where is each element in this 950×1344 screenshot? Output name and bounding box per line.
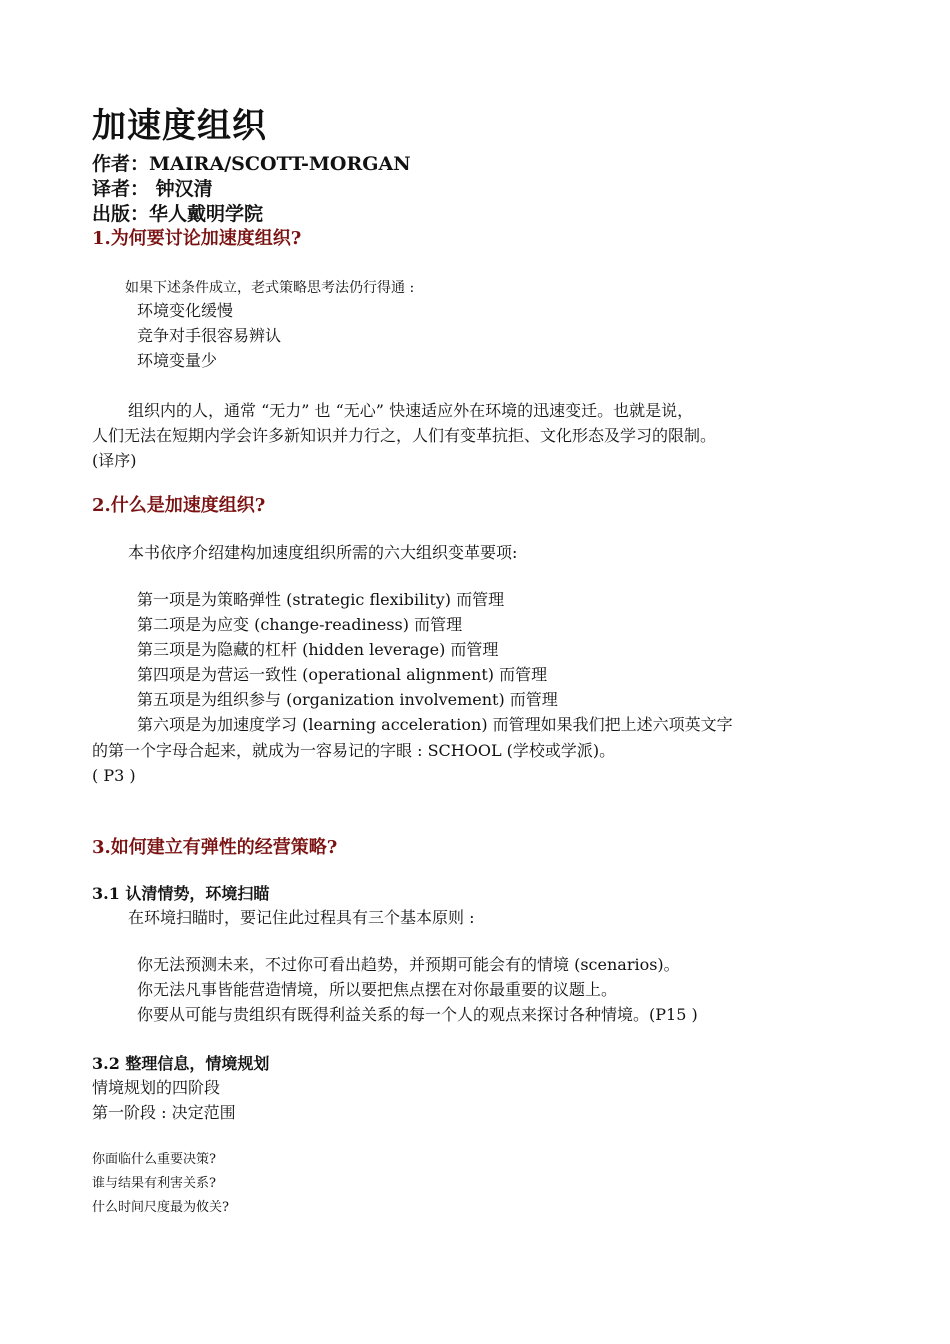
condition-item: 环境变化缓慢 — [137, 301, 234, 320]
condition-item: 竞争对手很容易辨认 — [137, 326, 282, 345]
section-2-heading: 2.什么是加速度组织? — [92, 495, 266, 516]
section-1-paragraph-line: 组织内的人，通常 “无力” 也 “无心” 快速适应外在环境的迅速变迁。也就是说， — [128, 401, 694, 420]
subsection-3-2-line: 情境规划的四阶段 — [92, 1078, 221, 1097]
section-1-paragraph-line: 人们无法在短期内学会许多新知识并力行之，人们有变革抗拒、文化形态及学习的限制。 — [92, 426, 717, 445]
question-item: 谁与结果有利害关系? — [92, 1176, 216, 1191]
change-item: 第三项是为隐藏的杠杆 (hidden leverage) 而管理 — [137, 640, 499, 659]
subsection-3-1-heading: 3.1 认清情势，环境扫瞄 — [92, 884, 270, 903]
translator-line: 译者： 钟汉清 — [92, 178, 213, 200]
principle-item: 你无法凡事皆能营造情境，所以要把焦点摆在对你最重要的议题上。 — [137, 980, 618, 999]
change-item: 第六项是为加速度学习 (learning acceleration) 而管理如果我们把上述六项英文字 — [137, 715, 733, 734]
section-1-heading: 1.为何要讨论加速度组织? — [92, 228, 302, 249]
principle-item: 你要从可能与贵组织有既得利益关系的每一个人的观点来探讨各种情境。(P15 ) — [137, 1005, 698, 1024]
page-reference: ( P3 ) — [92, 766, 136, 785]
change-item: 第一项是为策略弹性 (strategic flexibility) 而管理 — [137, 590, 505, 609]
question-item: 你面临什么重要决策? — [92, 1152, 216, 1167]
section-1-intro: 如果下述条件成立，老式策略思考法仍行得通 : — [125, 280, 415, 296]
change-item: 第五项是为组织参与 (organization involvement) 而管理 — [137, 690, 558, 709]
author-line: 作者：MAIRA/SCOTT-MORGAN — [92, 153, 411, 175]
subsection-3-1-intro: 在环境扫瞄时，要记住此过程具有三个基本原则 : — [128, 908, 475, 927]
section-3-heading: 3.如何建立有弹性的经营策略? — [92, 837, 338, 858]
subsection-3-2-heading: 3.2 整理信息，情境规划 — [92, 1054, 270, 1073]
principle-item: 你无法预测未来，不过你可看出趋势，并预期可能会有的情境 (scenarios)。 — [137, 955, 680, 974]
section-1-paragraph-line: (译序) — [92, 451, 137, 470]
subsection-3-2-line: 第一阶段 : 决定范围 — [92, 1103, 236, 1122]
document-title: 加速度组织 — [92, 106, 267, 146]
condition-item: 环境变量少 — [137, 351, 218, 370]
change-item: 第二项是为应变 (change-readiness) 而管理 — [137, 615, 463, 634]
publisher-line: 出版：华人戴明学院 — [92, 203, 264, 225]
change-item: 第四项是为营运一致性 (operational alignment) 而管理 — [137, 665, 548, 684]
section-2-intro: 本书依序介绍建构加速度组织所需的六大组织变革要项: — [128, 543, 518, 562]
section-2-continuation: 的第一个字母合起来，就成为一容易记的字眼 : SCHOOL (学校或学派)。 — [92, 741, 616, 760]
question-item: 什么时间尺度最为攸关? — [92, 1200, 229, 1215]
